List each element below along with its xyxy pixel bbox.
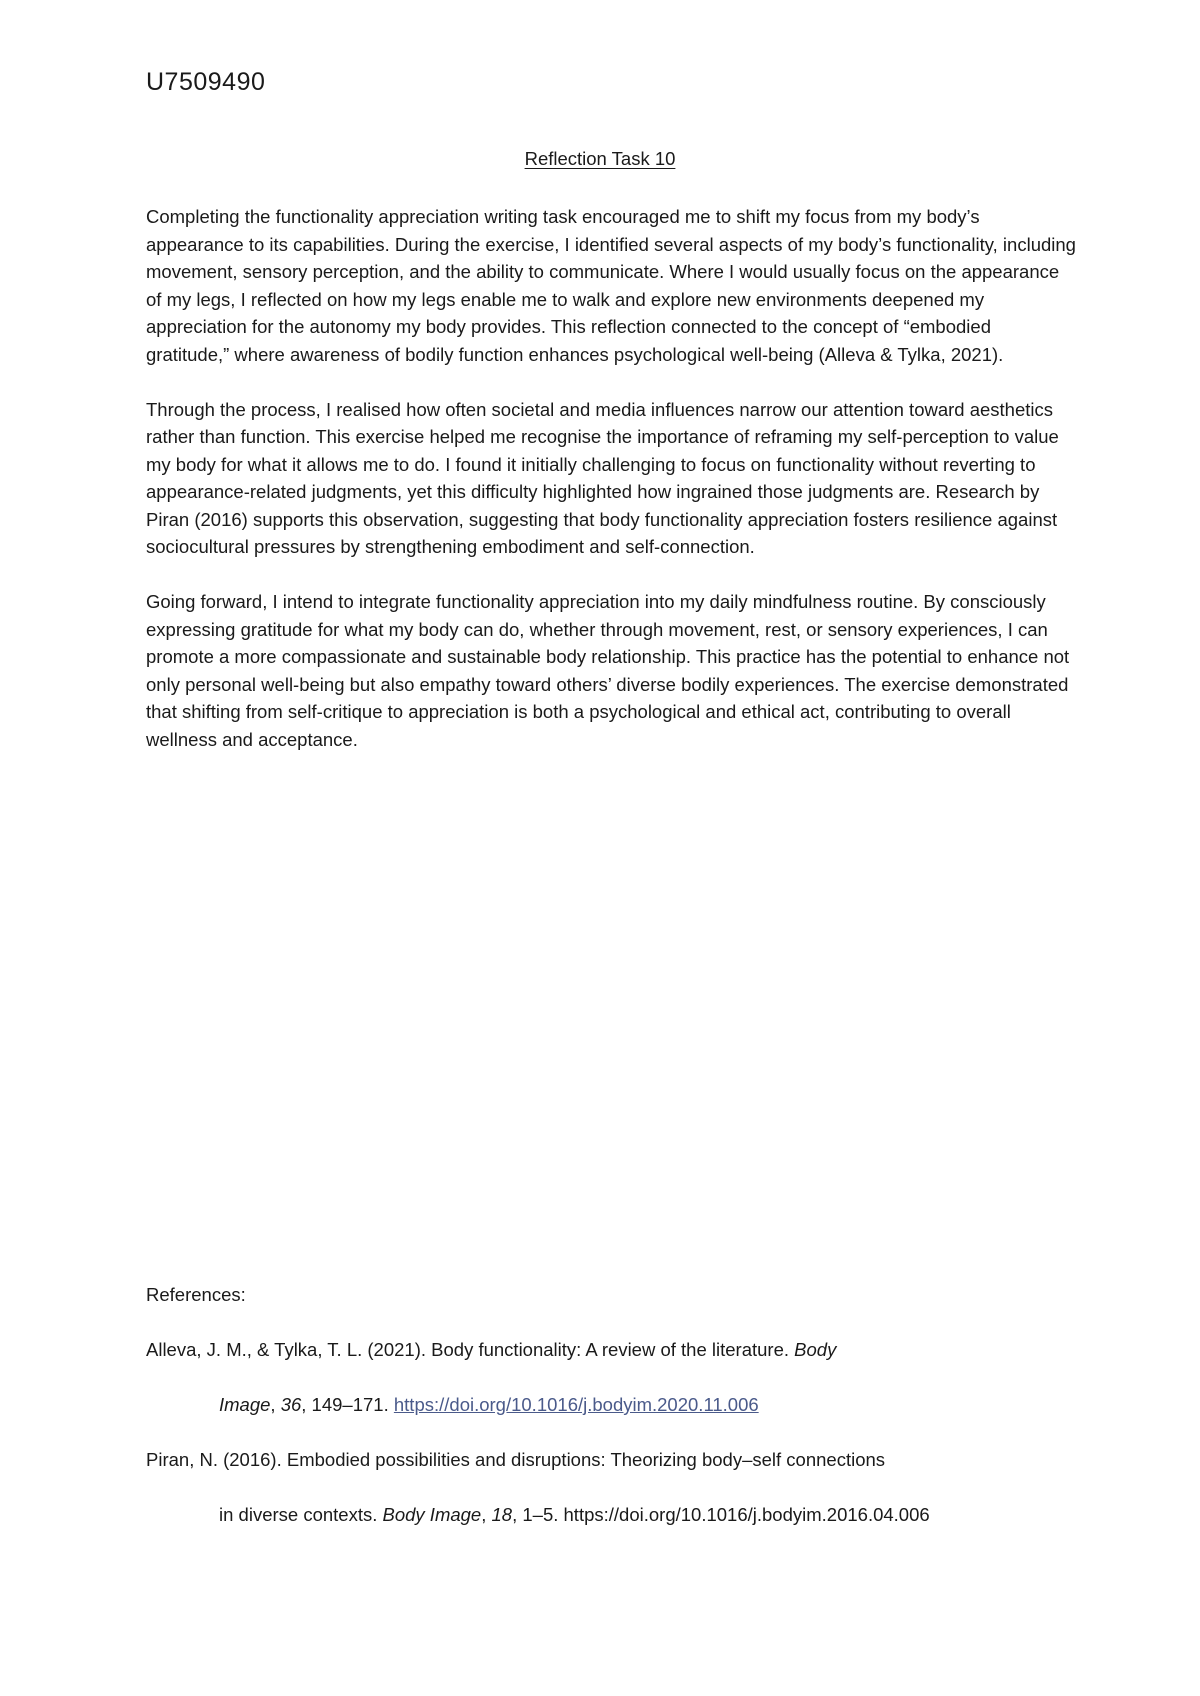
reference-journal: Body — [794, 1339, 837, 1360]
reference-volume: 18 — [491, 1504, 513, 1525]
references-heading: References: — [146, 1284, 246, 1305]
document-title — [0, 148, 1200, 170]
reference-journal: Image — [219, 1394, 271, 1415]
reference-item-piran — [146, 1446, 1076, 1529]
paragraph-3: Going forward, I intend to integrate functionality appreciation into my daily mindfulness routine. By consciously expressing gratitude for what my body can do, whether through movement, rest, or sensory experiences, I can promote a more compassionate and sustainable body relationship. This practice has the potential to enhance not only personal well-being but also empathy toward others’ diverse bodily experiences. The exercise demonstrated that shifting from self-critique to appreciation is both a psychological and ethical act, contributing to overall wellness and acceptance. — [146, 591, 1070, 750]
document-title-text: Reflection Task 10 — [524, 148, 676, 169]
reference-continuation: in diverse contexts. Body Image, 18, 1–5. https://doi.org/10.1016/j.bodyim.2016.04.006 — [219, 1504, 930, 1525]
student-id-header: U7509490 — [146, 68, 266, 96]
reference-pages: , 1–5. https://doi.org/10.1016/j.bodyim.2016.04.006 — [512, 1504, 930, 1525]
reference-text: Piran, N. (2016). Embodied possibilities and disruptions: Theorizing body–self connections — [146, 1449, 886, 1470]
reference-volume: 36 — [280, 1394, 302, 1415]
doi-link[interactable]: https://doi.org/10.1016/j.bodyim.2020.11.006 — [393, 1394, 759, 1415]
references-section — [146, 1281, 1076, 1556]
reference-continuation: Image, 36, 149–171. https://doi.org/10.1016/j.bodyim.2020.11.006 — [219, 1394, 759, 1415]
document-body — [146, 203, 1076, 781]
reference-text: Alleva, J. M., & Tylka, T. L. (2021). Body functionality: A review of the literature. — [146, 1339, 795, 1360]
reference-pages: , 149–171. — [301, 1394, 394, 1415]
paragraph-1: Completing the functionality appreciation writing task encouraged me to shift my focus from my body’s appearance to its capabilities. During the exercise, I identified several aspects of my body’s functionality, including movement, sensory perception, and the ability to communicate. Where I would usually focus on the appearance of my legs, I reflected on how my legs enable me to walk and explore new environments deepened my appreciation for the autonomy my body provides. This reflection connected to the concept of “embodied gratitude,” where awareness of bodily function enhances psychological well-being (Alleva & Tylka, 2021). — [146, 206, 1076, 365]
paragraph-2: Through the process, I realised how often societal and media influences narrow our attention toward aesthetics rather than function. This exercise helped me recognise the importance of reframing my self-perception to value my body for what it allows me to do. I found it initially challenging to focus on functionality without reverting to appearance-related judgments, yet this difficulty highlighted how ingrained those judgments are. Research by Piran (2016) supports this observation, suggesting that body functionality appreciation fosters resilience against sociocultural pressures by strengthening embodiment and self-connection. — [146, 398, 1059, 557]
reference-journal: Body Image — [382, 1504, 482, 1525]
reference-item-alleva — [146, 1336, 1076, 1419]
